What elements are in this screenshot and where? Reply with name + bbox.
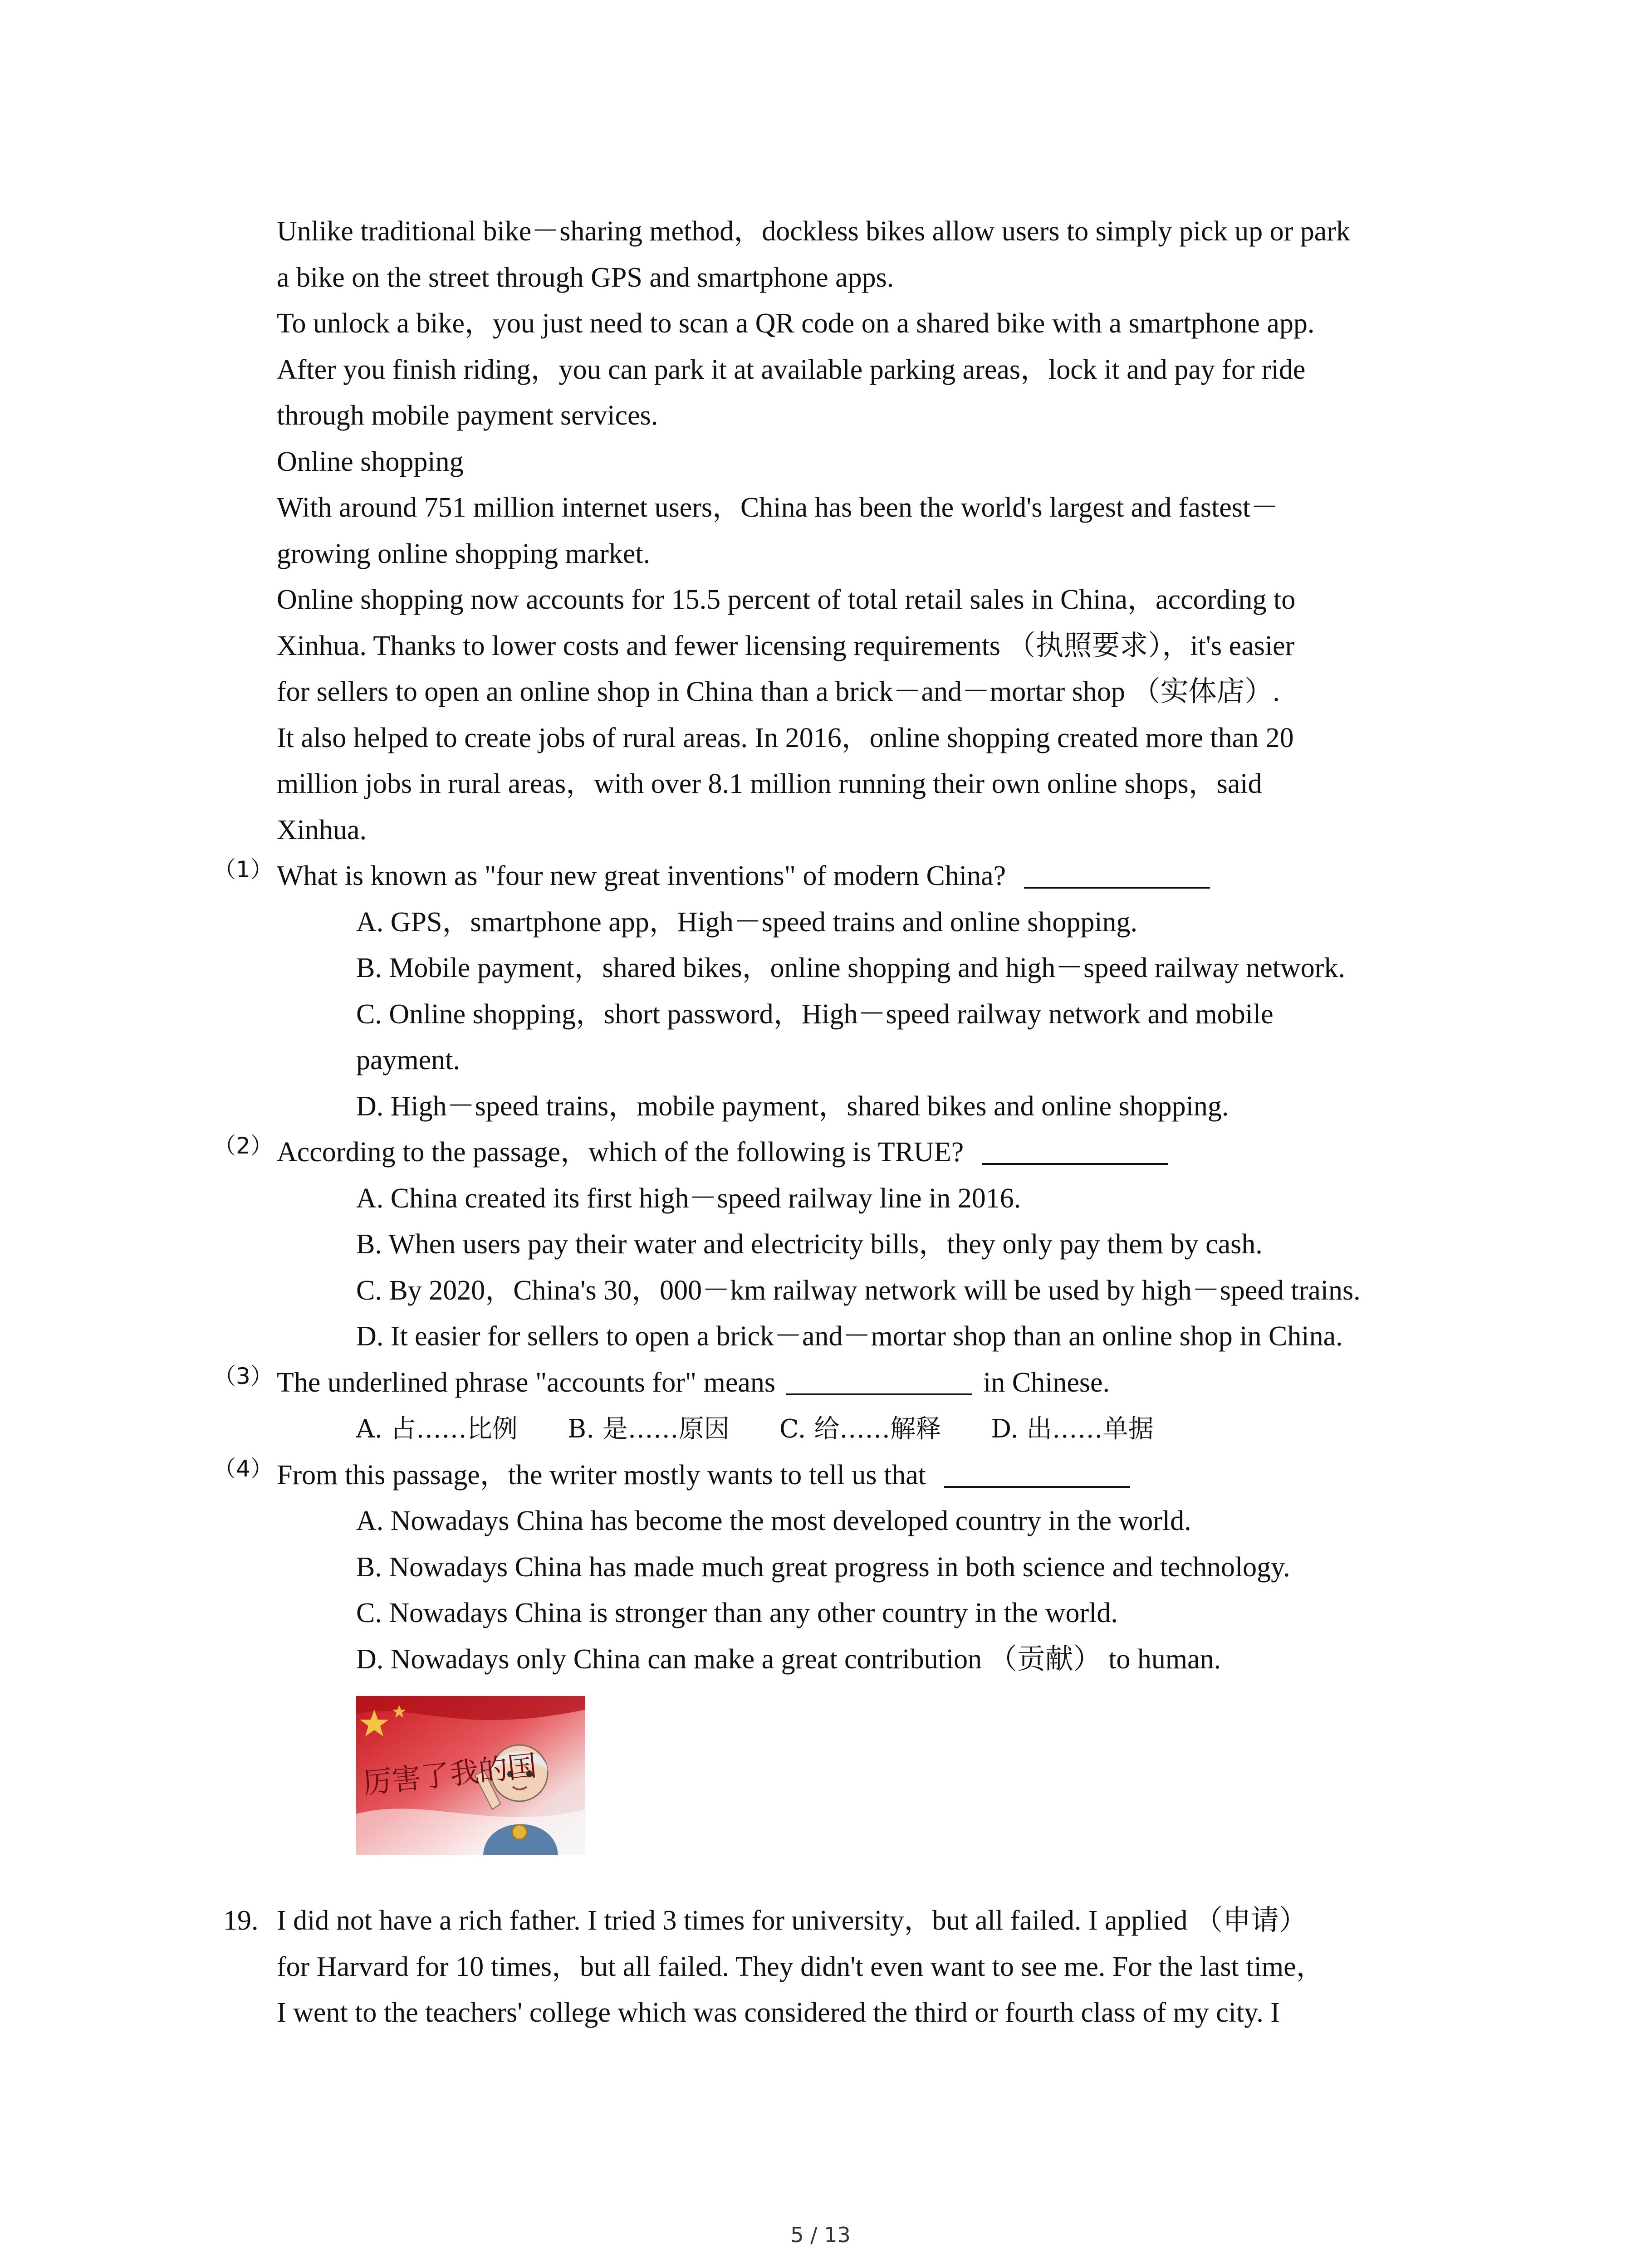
illustration-image — [356, 1696, 585, 1855]
passage-line: growing online shopping market. — [277, 538, 651, 569]
calligraphy-text: 厉害了我的国 — [361, 1749, 539, 1801]
passage-line: through mobile payment services. — [277, 400, 658, 431]
passage — [277, 209, 1456, 853]
page-number: 5 / 13 — [790, 2223, 851, 2247]
option-c: C. Online shopping，short password，High－speed railway network and mobile payment. — [356, 998, 1274, 1075]
passage-line: Xinhua. — [277, 814, 367, 846]
answer-blank[interactable] — [982, 1136, 1168, 1165]
section-heading: Online shopping — [277, 446, 464, 477]
answer-blank[interactable] — [1024, 860, 1210, 889]
option-a: A. GPS，smartphone app，High－speed trains and online shopping. — [356, 906, 1138, 938]
option-d: D. High－speed trains，mobile payment，shared bikes and online shopping. — [356, 1090, 1229, 1122]
question-number: （3） — [213, 1363, 273, 1389]
passage-line: With around 751 million internet users，China has been the world's largest and fastest－ — [277, 492, 1279, 523]
passage-line: million jobs in rural areas，with over 8.1 million running their own online shops，said — [277, 768, 1262, 799]
question-number: （4） — [213, 1455, 273, 1482]
options-row — [356, 1406, 1456, 1452]
question-number: （2） — [213, 1133, 273, 1159]
passage-line: I went to the teachers' college which was considered the third or fourth class of my city. I — [277, 1997, 1280, 2028]
option-d: D. It easier for sellers to open a brick－and－mortar shop than an online shop in China. — [356, 1321, 1343, 1352]
option-a: A. China created its first high－speed railway line in 2016. — [356, 1183, 1021, 1214]
passage-line: a bike on the street through GPS and smartphone apps. — [277, 262, 894, 293]
option-a: A. 占……比例 — [356, 1414, 518, 1444]
question-3 — [213, 1360, 1456, 1406]
page-content — [213, 209, 1456, 2036]
question-19 — [223, 1898, 1456, 2036]
option-c: C. Nowadays China is stronger than any other country in the world. — [356, 1598, 1118, 1628]
passage-line: for sellers to open an online shop in China than a brick－and－mortar shop （实体店）. — [277, 676, 1280, 707]
answer-blank[interactable] — [944, 1459, 1130, 1488]
option-b: B. 是……原因 — [568, 1414, 730, 1444]
option-a: A. Nowadays China has become the most developed country in the world. — [356, 1505, 1191, 1536]
question-text: From this passage，the writer mostly wants to tell us that — [277, 1459, 926, 1491]
passage-line: I did not have a rich father. I tried 3 times for university，but all failed. I applied （申请） — [277, 1905, 1307, 1936]
option-b: B. Mobile payment，shared bikes，online shopping and high－speed railway network. — [356, 953, 1345, 983]
option-d: D. Nowadays only China can make a great contribution （贡献） to human. — [356, 1643, 1221, 1675]
option-c: C. 给……解释 — [779, 1414, 941, 1444]
question-text: What is known as "four new great inventions" of modern China? — [277, 860, 1006, 891]
passage-line: for Harvard for 10 times，but all failed. They didn't even want to see me. For the last time， — [277, 1951, 1324, 1982]
question-text: The underlined phrase "accounts for" means — [277, 1367, 776, 1398]
passage-line: It also helped to create jobs of rural areas. In 2016，online shopping created more than 20 — [277, 722, 1294, 753]
option-c: C. By 2020，China's 30，000－km railway network will be used by high－speed trains. — [356, 1275, 1361, 1306]
option-b: B. Nowadays China has made much great progress in both science and technology. — [356, 1551, 1290, 1583]
passage-line: Unlike traditional bike－sharing method，dockless bikes allow users to simply pick up or park — [277, 216, 1350, 247]
question-text-after: in Chinese. — [983, 1367, 1110, 1398]
question-1 — [213, 853, 1456, 899]
answer-blank[interactable] — [786, 1366, 972, 1395]
passage-line: Online shopping now accounts for 15.5 percent of total retail sales in China，according to — [277, 584, 1296, 615]
question-number: （1） — [213, 856, 273, 883]
question-2 — [213, 1129, 1456, 1176]
question-4 — [213, 1452, 1456, 1499]
passage-line: After you finish riding，you can park it at available parking areas，lock it and pay for ride — [277, 354, 1306, 385]
passage-line: Xinhua. Thanks to lower costs and fewer licensing requirements （执照要求），it's easier — [277, 630, 1295, 661]
option-b: B. When users pay their water and electricity bills，they only pay them by cash. — [356, 1229, 1263, 1260]
question-number: 19. — [223, 1905, 259, 1936]
option-d: D. 出……单据 — [991, 1414, 1154, 1444]
question-text: According to the passage，which of the following is TRUE? — [277, 1137, 964, 1168]
passage-line: To unlock a bike，you just need to scan a QR code on a shared bike with a smartphone app. — [277, 308, 1315, 339]
illustration-drawing — [356, 1696, 585, 1855]
